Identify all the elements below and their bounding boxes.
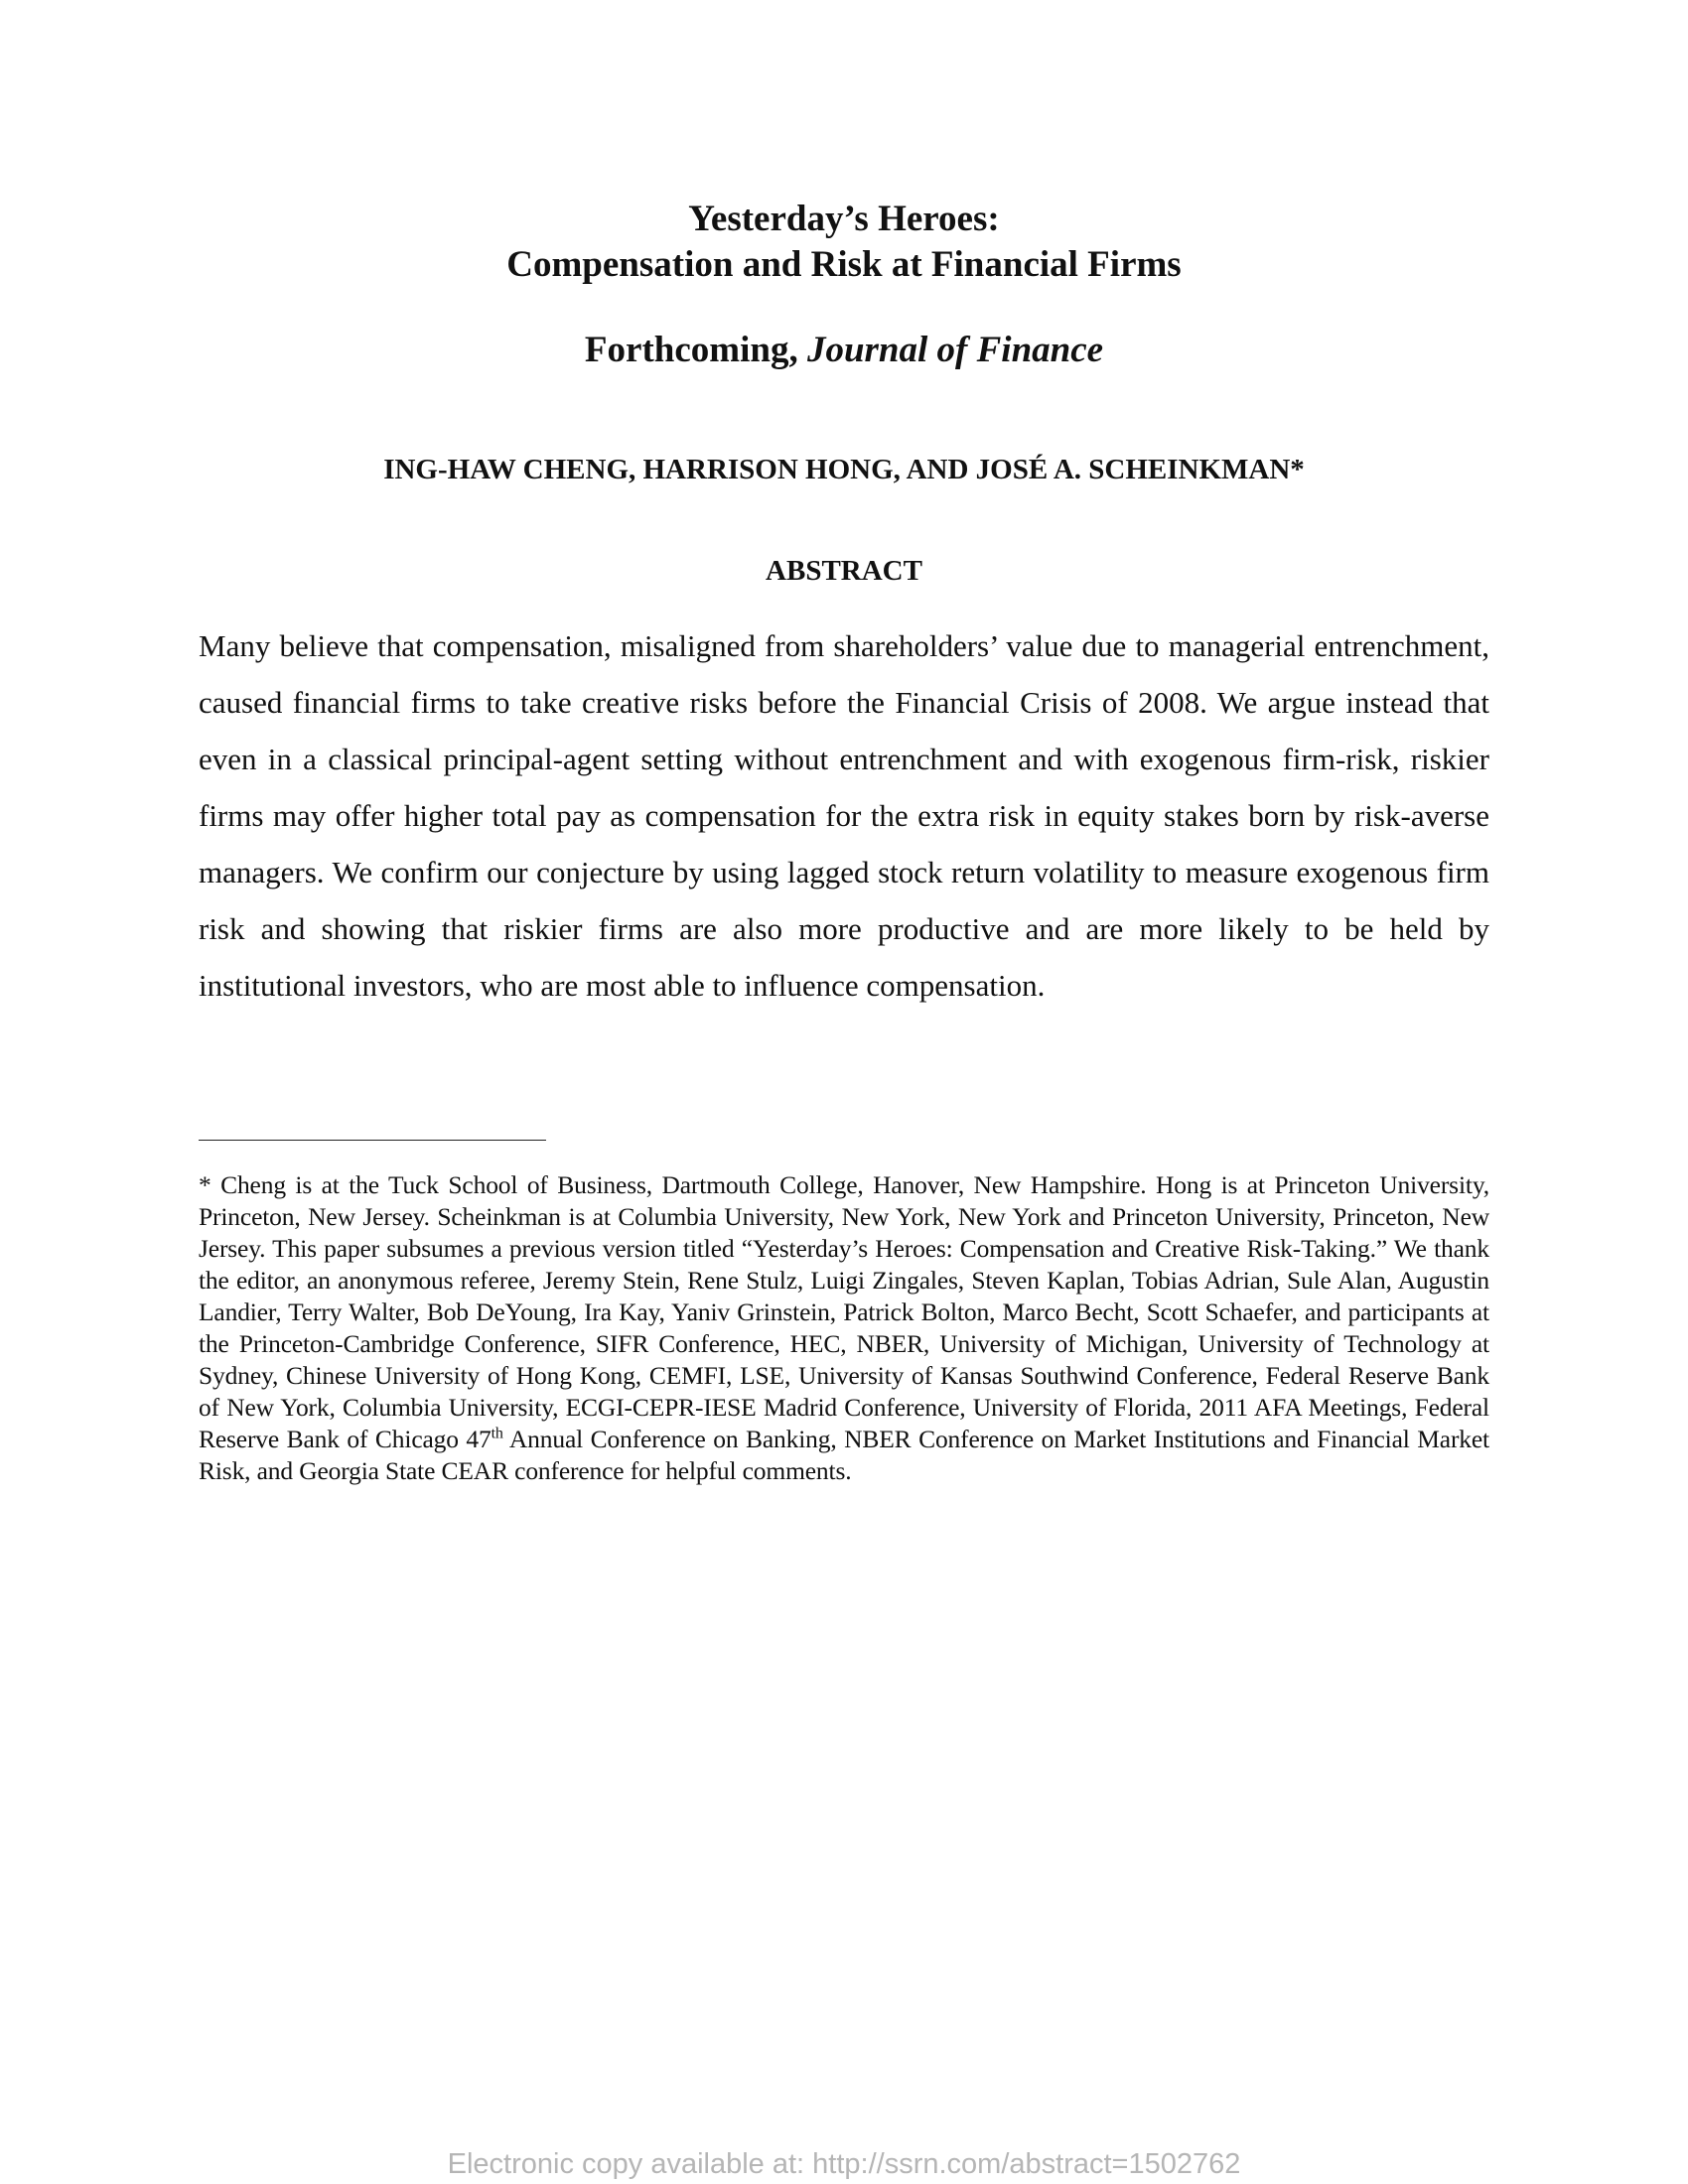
footnote-text-part-1: * Cheng is at the Tuck School of Business, Dartmouth College, Hanover, New Hampshire. Hong is at Princeton University, Princeton, New Jersey. Scheinkman is at Columbia University, New York, New York and Princeton University, Princeton, New Jersey. This paper subsumes a previous version titled “Yesterday’s Heroes: Compensation and Creative Risk-Taking.” We thank the editor, an anonymous referee, Jeremy Stein, Rene Stulz, Luigi Zingales, Steven Kaplan, Tobias Adrian, Sule Alan, Augustin Landier, Terry Walter, Bob DeYoung, Ira Kay, Yaniv Grinstein, Patrick Bolton, Marco Becht, Scott Schaefer, and participants at the Princeton-Cambridge Conference, SIFR Conference, HEC, NBER, University of Michigan, University of Technology at Sydney, Chinese University of Hong Kong, CEMFI, LSE, University of Kansas Southwind Conference, Federal Reserve Bank of New York, Columbia University, ECGI-CEPR-IESE Madrid Conference, University of Florida, 2011 AFA Meetings, Federal Reserve Bank of Chicago 47 — [199, 1170, 1489, 1453]
footnote-text-part-2: Annual Conference on Banking, NBER Conference on Market Institutions and Financial Market Risk, and Georgia State CEAR conference for helpful comments. — [199, 1425, 1489, 1485]
venue-prefix: Forthcoming, — [584, 330, 807, 370]
author-list: ING-HAW CHENG, HARRISON HONG, AND JOSÉ A. SCHEINKMAN* — [383, 454, 1305, 485]
abstract-body: Many believe that compensation, misaligned from shareholders’ value due to managerial entrenchment, caused financial firms to take creative risks before the Financial Crisis of 2008. We argue instead that even in a classical principal-agent setting without entrenchment and with exogenous firm-risk, riskier firms may offer higher total pay as compensation for the extra risk in equity stakes born by risk-averse managers. We confirm our conjecture by using lagged stock return volatility to measure exogenous firm risk and showing that riskier firms are also more productive and are more likely to be held by institutional investors, who are most able to influence compensation. — [199, 628, 1489, 1003]
footnote-superscript: th — [491, 1425, 503, 1442]
publication-venue — [0, 328, 1688, 373]
author-footnote — [199, 1169, 1489, 1487]
paper-title-line-1: Yesterday’s Heroes: — [688, 199, 1000, 239]
abstract-heading: ABSTRACT — [766, 555, 922, 587]
footnote-divider — [199, 1140, 546, 1141]
ssrn-watermark-footer: Electronic copy available at: http://ssrn.com/abstract=1502762 — [447, 2148, 1241, 2180]
venue-journal: Journal of Finance — [806, 330, 1104, 370]
paper-title-line-2: Compensation and Risk at Financial Firms — [506, 244, 1182, 285]
